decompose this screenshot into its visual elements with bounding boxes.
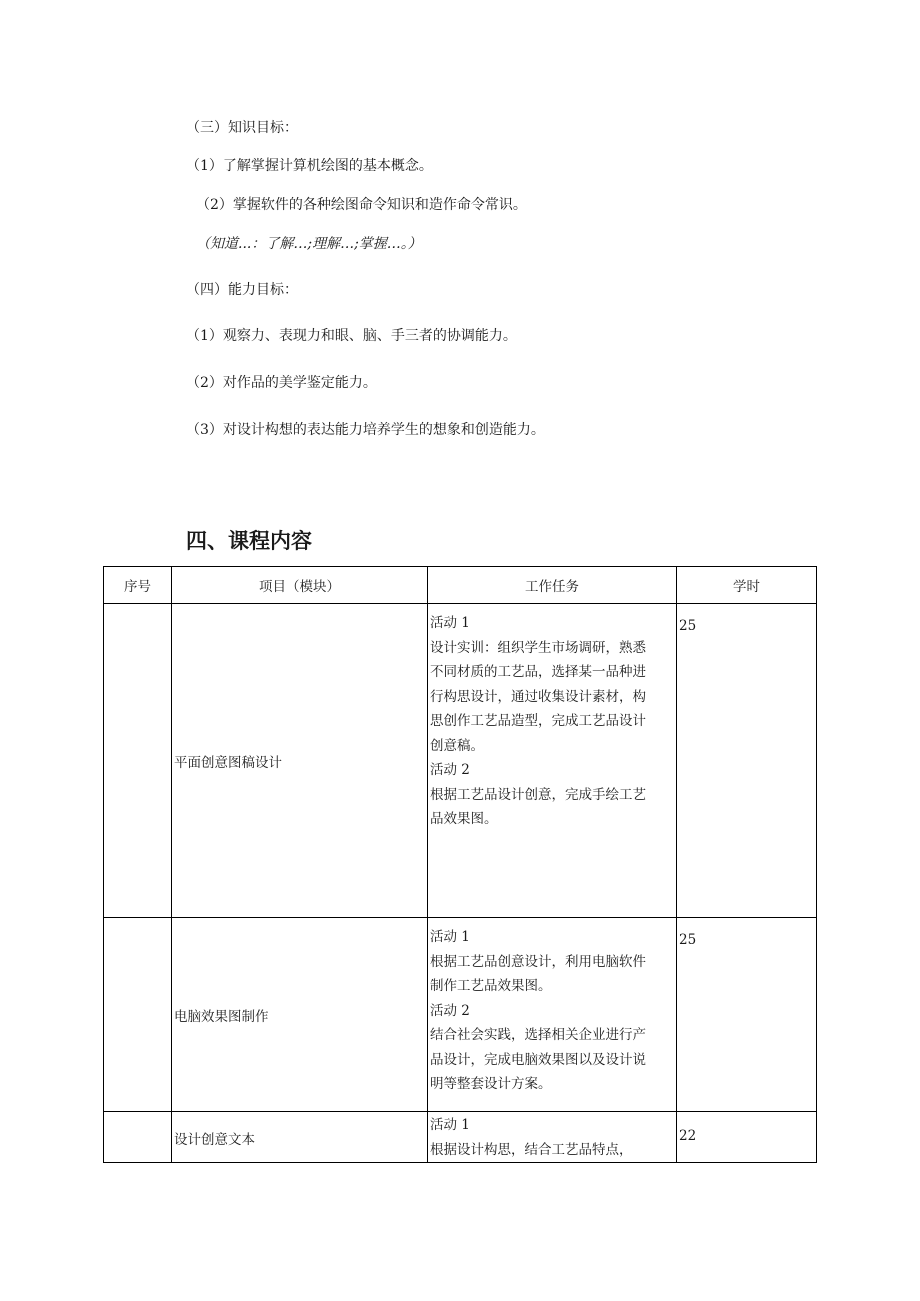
knowledge-goals-note: （知道...：了解…;理解…;掌握…。） (196, 236, 422, 252)
task-line: 根据工艺品设计创意，完成手绘工艺 (430, 786, 646, 803)
task-line: 根据设计构思，结合工艺品特点， (430, 1141, 633, 1158)
task-line: 根据工艺品创意设计，利用电脑软件 (430, 953, 646, 970)
row-project-cell: 平面创意图稿设计 (172, 604, 428, 918)
row-hours-cell: 22 (677, 1112, 817, 1163)
task-line: 活动 1 (430, 1117, 470, 1133)
course-content-table (103, 566, 817, 1163)
knowledge-goal-1: （1）了解掌握计算机绘图的基本概念。 (186, 158, 433, 174)
row-task-cell (428, 604, 677, 918)
task-line: 活动 2 (430, 762, 470, 778)
task-line: 结合社会实践，选择相关企业进行产 (430, 1027, 646, 1043)
ability-goals-title: （四）能力目标： (186, 282, 298, 298)
row-index-cell (104, 1112, 172, 1163)
knowledge-goal-2: （2）掌握软件的各种绘图命令知识和造作命令常识。 (196, 197, 527, 213)
ability-goal-1: （1）观察力、表现力和眼、脑、手三者的协调能力。 (186, 328, 517, 344)
table-row (104, 918, 817, 1112)
task-line: 不同材质的工艺品，选择某一品种进 (430, 664, 646, 680)
task-line: 品效果图。 (430, 811, 498, 827)
row-hours-cell: 25 (677, 604, 817, 918)
row-project-cell: 电脑效果图制作 (172, 918, 428, 1112)
table-header-row (104, 567, 817, 604)
ability-goal-3: （3）对设计构想的表达能力培养学生的想象和创造能力。 (186, 422, 545, 438)
header-index: 序号 (104, 567, 172, 604)
ability-goal-2: （2）对作品的美学鉴定能力。 (186, 375, 377, 391)
table-row (104, 604, 817, 918)
section-heading: 四、课程内容 (186, 529, 312, 553)
row-task-cell (428, 1112, 677, 1163)
row-index-cell (104, 604, 172, 918)
header-project: 项目（模块） (172, 567, 428, 604)
task-line: 设计实训：组织学生市场调研，熟悉 (430, 639, 646, 656)
row-task-cell (428, 918, 677, 1112)
header-task: 工作任务 (428, 567, 677, 604)
task-line: 思创作工艺品造型，完成工艺品设计 (430, 713, 646, 729)
task-line: 制作工艺品效果图。 (430, 978, 552, 994)
task-line: 创意稿。 (430, 737, 484, 754)
table-row (104, 1112, 817, 1163)
task-line: 活动 1 (430, 615, 470, 631)
task-line: 行构思设计，通过收集设计素材，构 (430, 688, 646, 705)
row-project-cell: 设计创意文本 (172, 1112, 428, 1163)
task-line: 活动 2 (430, 1002, 470, 1019)
header-hours: 学时 (677, 567, 817, 604)
knowledge-goals-title: （三）知识目标： (186, 120, 298, 136)
row-hours-cell: 25 (677, 918, 817, 1112)
task-line: 品设计，完成电脑效果图以及设计说 (430, 1051, 646, 1068)
task-line: 活动 1 (430, 929, 470, 945)
row-index-cell (104, 918, 172, 1112)
task-line: 明等整套设计方案。 (430, 1076, 552, 1092)
